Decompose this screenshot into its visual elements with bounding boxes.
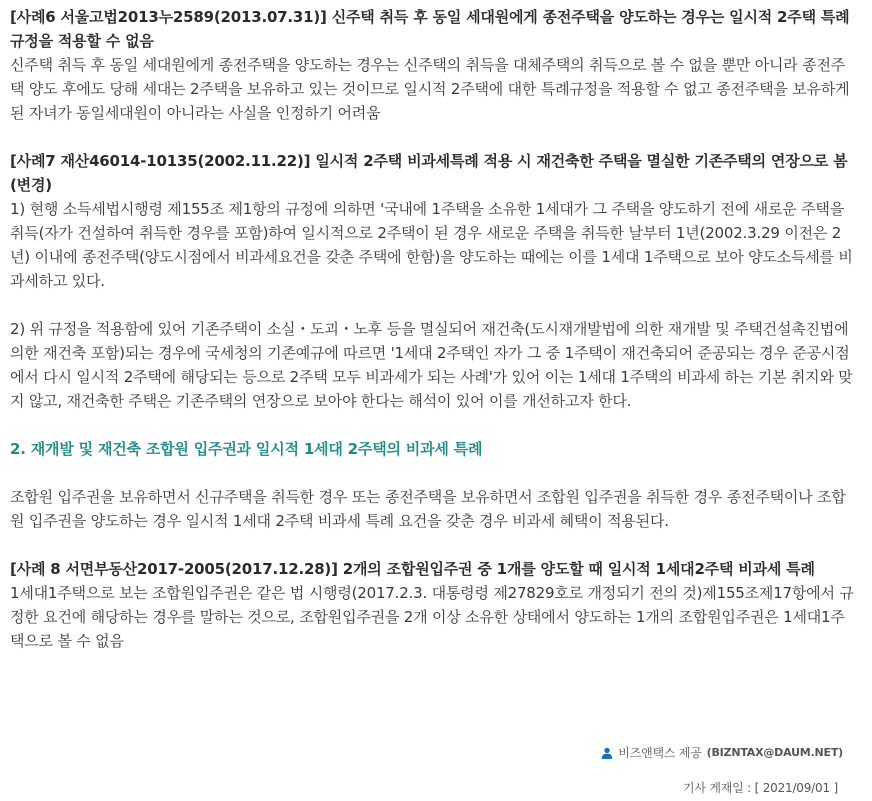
spacer [10,125,858,149]
spacer [10,413,858,437]
spacer [10,533,858,557]
case7-title: [사례7 재산46014-10135(2002.11.22)] 일시적 2주택 비과세특례 적용 시 재건축한 주택을 멸실한 기존주택의 연장으로 봄(변경) [10,152,848,194]
case8-body: 1세대1주택으로 보는 조합원입주권은 같은 법 시행령(2017.2.3. 대통령령 제27829호로 개정되기 전의 것)제155조제17항에서 규정한 요건에 해당하는 경우를 말하는 것으로, 조합원입주권을 2개 이상 소유한 상태에서 양도하는 1개의 조합원입주권은 1세대1주택으로 볼 수 없음 [10,584,854,650]
credit-email: (BIZNTAX@DAUM.NET) [706,746,843,759]
spacer [10,293,858,317]
case8-title: [사례 8 서면부동산2017-2005(2017.12.28)] 2개의 조합원입주권 중 1개를 양도할 때 일시적 1세대2주택 비과세 특례 [10,560,815,578]
case7-para2: 2) 위 규정을 적용함에 있어 기존주택이 소실・도괴・노후 등을 멸실되어 재건축(도시재개발법에 의한 재개발 및 주택건설촉진법에 의한 재건축 포함)되는 경우에 국세청의 기존예규에 따르면 '1세대 2주택인 자가 그 중 1주택이 재건축되어 준공되는 경우 준공시점에서 다시 일시적 2주택에 해당되는 등으로 2주택 모두 비과세가 되는 사례'가 있어 이는 1세대 1주택의 비과세 하는 기본 취지와 맞지 않고, 재건축한 주택은 기존주택의 연장으로 보아야 한다는 해석이 있어 이를 개선하고자 한다. [10,320,853,410]
section-heading: 2. 재개발 및 재건축 조합원 입주권과 일시적 1세대 2주택의 비과세 특례 [10,440,483,458]
user-icon [601,747,613,759]
spacer [10,461,858,485]
credit-label: 비즈앤택스 제공 [618,746,702,760]
section-body: 조합원 입주권을 보유하면서 신규주택을 취득한 경우 또는 종전주택을 보유하면서 조합원 입주권을 취득한 경우 종전주택이나 조합원 입주권을 양도하는 경우 일시적 1세대 2주택 비과세 특례 요건을 갖춘 경우 비과세 혜택이 적용된다. [10,488,846,530]
case6-title: [사례6 서울고법2013누2589(2013.07.31)] 신주택 취득 후 동일 세대원에게 종전주택을 양도하는 경우는 일시적 2주택 특례규정을 적용할 수 없음 [10,8,850,50]
case7-para1: 1) 현행 소득세법시행령 제155조 제1항의 규정에 의하면 '국내에 1주택을 소유한 1세대가 그 주택을 양도하기 전에 새로운 주택을 취득(자가 건설하여 취득한 경우를 포함)하여 일시적으로 2주택이 된 경우 새로운 주택을 취득한 날부터 1년(2002.3.29 이전은 2년) 이내에 종전주택(양도시점에서 비과세요건을 갖춘 주택에 한함)을 양도하는 때에는 이를 1세대 1주택으로 보아 양도소득세를 비과세하고 있다. [10,200,853,290]
source-credit [601,744,843,761]
published-date: 기사 게재일 : [ 2021/09/01 ] [682,781,838,795]
case6-body: 신주택 취득 후 동일 세대원에게 종전주택을 양도하는 경우는 신주택의 취득을 대체주택의 취득으로 볼 수 없을 뿐만 아니라 종전주택 양도 후에도 당해 세대는 2주택을 보유하고 있는 것이므로 일시적 2주택에 대한 특례규정을 적용할 수 없고 종전주택을 보유하게 된 자녀가 동일세대원이 아니라는 사실을 인정하기 어려움 [10,56,850,122]
